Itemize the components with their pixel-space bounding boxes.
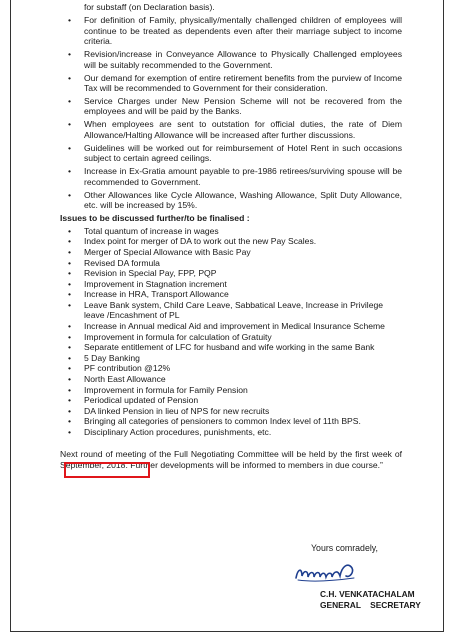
bullet-icon: • [68,363,72,374]
bullet-icon: • [68,289,72,300]
list-item: • Merger of Special Allowance with Basic Pay [68,247,251,258]
list-item: • Revised DA formula [68,257,160,268]
issues-heading: Issues to be discussed further/to be finalised : [60,213,250,224]
closing-paragraph: Next round of meeting of the Full Negotiating Committee will be held by the first week of September, 2018. Further developments will be informed to members in due course.” [60,449,402,470]
letter-body [60,0,402,479]
bullet-icon: • [68,268,72,279]
bullet-icon: • [68,257,72,268]
list-item: • PF contribution @12% [68,363,171,374]
bullet-icon: • [68,72,72,83]
list-item: • Increase in HRA, Transport Allowance [68,289,229,300]
bullet-icon: • [68,225,72,236]
bullet-icon: • [68,395,72,406]
bullet-icon: • [68,331,72,342]
bullet-icon: • [68,142,72,153]
list-item: • Other Allowances like Cycle Allowance, Washing Allowance, Split Duty Allowance, etc. will be increased by 15%. [68,189,402,211]
list-item-highlighted: • 5 Day Banking [68,352,140,363]
list-item: • Disciplinary Action procedures, punishments, etc. [68,426,272,437]
signatory-title: GENERAL SECRETARY [320,599,421,610]
sign-off: Yours comradely, [311,543,378,553]
list-item: • Improvement in formula for Family Pension [68,384,248,395]
list-item: • Increase in Ex-Gratia amount payable to pre-1986 retirees/surviving spouse will be recommended to Government. [68,166,402,187]
list-item: • Guidelines will be worked out for reimbursement of Hotel Rent in such occasions subject to certain agreed ceilings. [68,142,402,164]
bullet-icon: • [68,416,72,427]
bullet-icon: • [68,321,72,332]
list-item: • Total quantum of increase in wages [68,225,219,236]
bullet-icon: • [68,166,72,177]
list-item: • Periodical updated of Pension [68,395,199,406]
bullet-icon: • [68,352,72,363]
signatory-block [320,589,421,610]
bullet-icon: • [68,119,72,130]
bullet-icon: • [68,49,72,60]
list-item: • Leave Bank system, Child Care Leave, Sabbatical Leave, Increase in Privilege leave /Encashment of PL [68,300,384,321]
bullet-icon: • [68,189,72,200]
agreed-items-list [60,15,402,210]
highlight-box [64,462,150,478]
issues-list [60,226,402,438]
bullet-icon: • [68,15,72,26]
bullet-icon: • [68,278,72,289]
bullet-icon: • [68,342,72,353]
list-item: • Improvement in Stagnation increment [68,278,227,289]
list-item: • Index point for merger of DA to work out the new Pay Scales. [68,236,317,247]
bullet-icon: • [68,236,72,247]
bullet-icon: • [68,426,72,437]
signature-mark [292,558,372,586]
list-item: • When employees are sent to outstation for official duties, the rate of Diem Allowance/Halting Allowance will be increased after further discussions. [68,119,402,140]
list-item: • DA linked Pension in lieu of NPS for new recruits [68,405,270,416]
list-item: • Revision in Special Pay, FPP, PQP [68,268,217,279]
list-item: • Service Charges under New Pension Scheme will not be recovered from the employees and will be paid by the Banks. [68,96,402,117]
list-item: • Increase in Annual medical Aid and improvement in Medical Insurance Scheme [68,321,385,332]
list-item: • Separate entitlement of LFC for husband and wife working in the same Bank [68,342,375,353]
bullet-icon: • [68,384,72,395]
list-item: • Revision/increase in Conveyance Allowance to Physically Challenged employees will be suitably recommended to the Government. [68,49,402,70]
bullet-icon: • [68,405,72,416]
bullet-icon: • [68,96,72,107]
list-item: • Improvement in formula for calculation of Gratuity [68,331,272,342]
bullet-icon: • [68,300,72,311]
continuation-line: for substaff (on Declaration basis). [84,2,215,12]
bullet-icon: • [68,247,72,258]
signatory-name: C.H. VENKATACHALAM [320,589,415,599]
list-item: • For definition of Family, physically/mentally challenged children of employees will continue to be treated as dependents even after their marriage subject to income criteria. [68,15,402,47]
bullet-icon: • [68,374,72,384]
list-item: • North East Allowance [68,374,166,384]
list-item: • Bringing all categories of pensioners to common Index level of 11th BPS. [68,416,361,427]
list-item: • Our demand for exemption of entire retirement benefits from the purview of Income Tax will be recommended to Government for their consideration. [68,72,402,94]
